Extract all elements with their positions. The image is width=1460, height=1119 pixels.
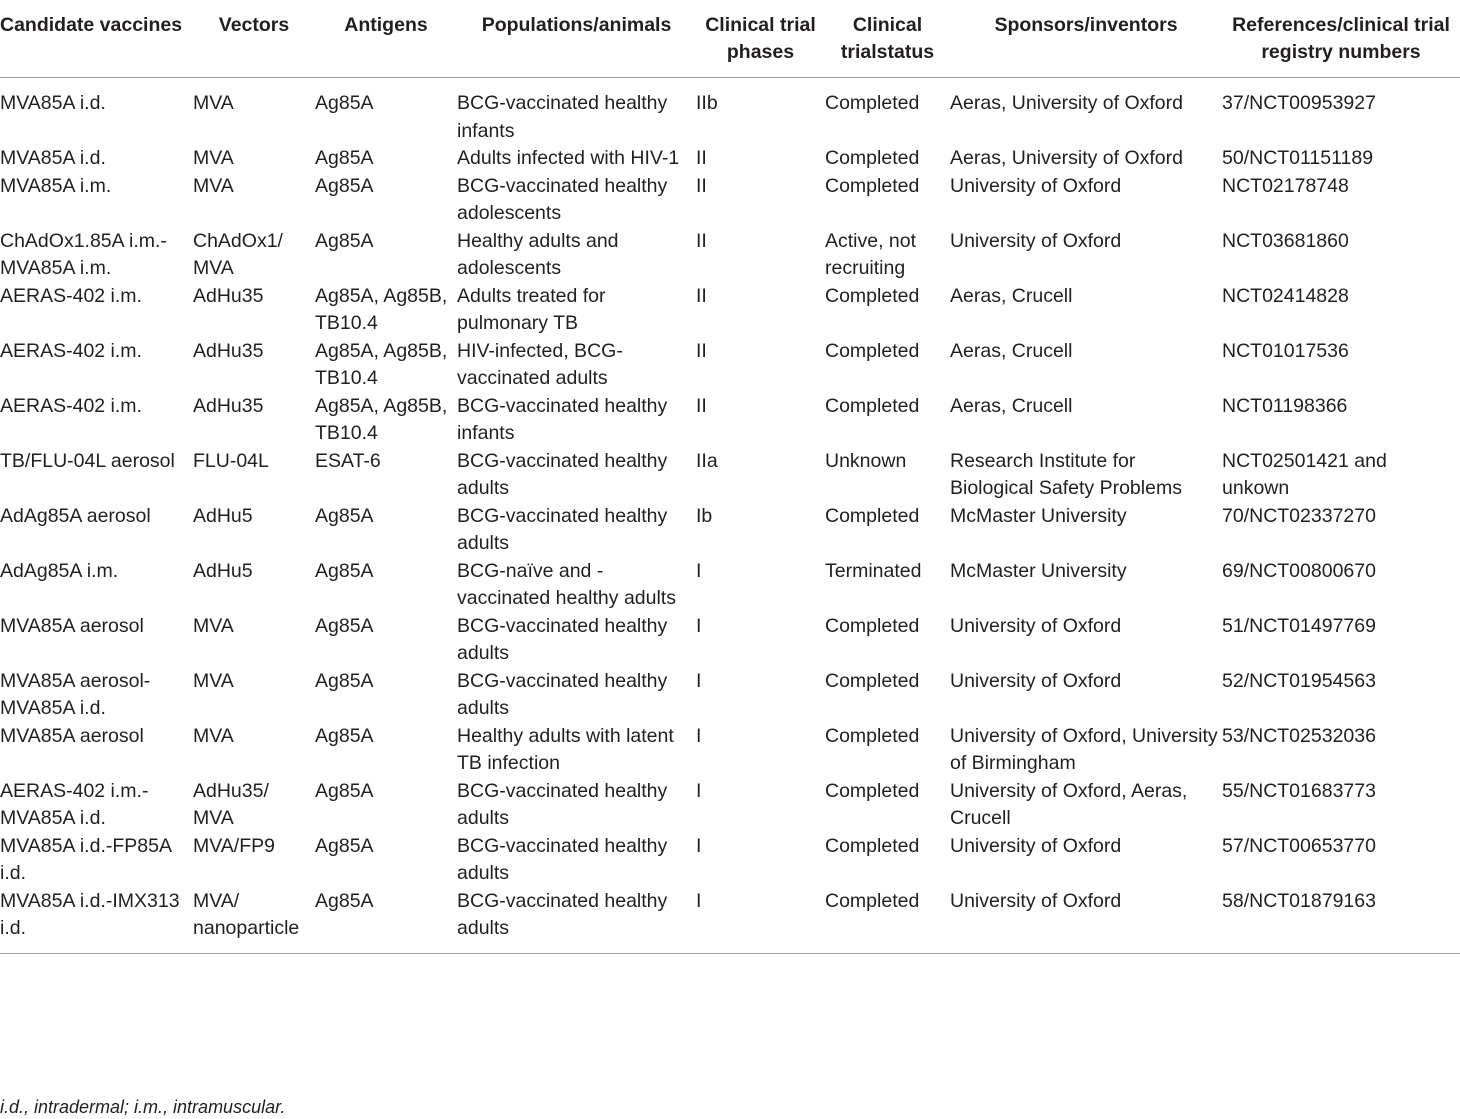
cell-phase: I (696, 889, 702, 912)
cell-vector: MVA/FP9 (193, 834, 275, 857)
table-bottom-rule (0, 953, 1460, 954)
cell-reference: NCT01198366 (1222, 394, 1348, 417)
header-references: References/clinical trial registry numbers (1232, 14, 1450, 63)
cell-status: Completed (825, 394, 920, 417)
cell-reference: 51/NCT01497769 (1222, 614, 1376, 637)
cell-vector: AdHu35 (193, 394, 264, 417)
cell-candidate-vaccine: MVA85A aerosol-MVA85A i.d. (0, 669, 151, 719)
cell-status: Completed (825, 834, 920, 857)
cell-sponsor: Aeras, Crucell (950, 394, 1073, 417)
table-row (0, 145, 1460, 173)
cell-vector: MVA (193, 669, 234, 692)
cell-status: Completed (825, 284, 920, 307)
cell-status: Completed (825, 889, 920, 912)
cell-population: BCG-vaccinated healthy adults (457, 889, 668, 939)
table-footnote: i.d., intradermal; i.m., intramuscular. (0, 1097, 286, 1117)
cell-population: Adults infected with HIV-1 (457, 147, 680, 169)
cell-vector: MVA (193, 724, 234, 747)
cell-candidate-vaccine: MVA85A aerosol (0, 614, 144, 637)
cell-sponsor: University of Oxford (950, 229, 1122, 252)
table-header-row (0, 0, 1460, 78)
cell-phase: I (696, 614, 702, 637)
cell-status: Completed (825, 174, 920, 197)
cell-candidate-vaccine: ChAdOx1.85A i.m.-MVA85A i.m. (0, 229, 167, 279)
header-antigens: Antigens (344, 14, 428, 36)
cell-candidate-vaccine: AdAg85A aerosol (0, 504, 151, 527)
cell-population: Healthy adults and adolescents (457, 229, 619, 279)
cell-sponsor: University of Oxford (950, 834, 1122, 857)
cell-vector: AdHu35/ MVA (193, 779, 269, 829)
cell-status: Completed (825, 504, 920, 527)
cell-status: Completed (825, 614, 920, 637)
cell-phase: II (696, 394, 707, 417)
cell-vector: AdHu35 (193, 339, 264, 362)
cell-vector: MVA (193, 614, 234, 637)
cell-candidate-vaccine: MVA85A i.d.-IMX313 i.d. (0, 889, 180, 939)
header-status: Clinical trialstatus (840, 14, 935, 63)
cell-antigen: Ag85A (315, 614, 374, 637)
cell-phase: II (696, 284, 707, 307)
cell-candidate-vaccine: AERAS-402 i.m.-MVA85A i.d. (0, 779, 149, 829)
table-row (0, 228, 1460, 283)
cell-vector: MVA/ nanoparticle (193, 889, 300, 939)
cell-sponsor: University of Oxford (950, 669, 1122, 692)
cell-antigen: Ag85A (315, 724, 374, 747)
cell-reference: 58/NCT01879163 (1222, 889, 1376, 912)
cell-antigen: Ag85A (315, 174, 374, 197)
cell-sponsor: Aeras, Crucell (950, 284, 1073, 307)
cell-population: Healthy adults with latent TB infection (457, 724, 674, 774)
cell-candidate-vaccine: AdAg85A i.m. (0, 559, 119, 582)
cell-candidate-vaccine: AERAS-402 i.m. (0, 339, 142, 362)
cell-sponsor: Aeras, University of Oxford (950, 92, 1183, 114)
table-row (0, 283, 1460, 338)
cell-phase: II (696, 174, 707, 197)
table-row (0, 503, 1460, 558)
cell-sponsor: University of Oxford, University of Birmingham (950, 724, 1218, 774)
table-row (0, 78, 1460, 146)
cell-status: Completed (825, 147, 920, 169)
cell-status: Unknown (825, 449, 907, 472)
table-row (0, 393, 1460, 448)
cell-antigen: Ag85A (315, 147, 374, 169)
cell-reference: 53/NCT02532036 (1222, 724, 1376, 747)
cell-antigen: Ag85A, Ag85B, TB10.4 (315, 394, 448, 444)
cell-phase: IIb (696, 92, 718, 114)
cell-antigen: Ag85A (315, 559, 374, 582)
cell-reference: NCT02501421 and unkown (1222, 449, 1387, 499)
cell-population: BCG-vaccinated healthy adults (457, 449, 668, 499)
cell-candidate-vaccine: AERAS-402 i.m. (0, 394, 142, 417)
cell-reference: 69/NCT00800670 (1222, 559, 1376, 582)
table-row (0, 778, 1460, 833)
cell-reference: 57/NCT00653770 (1222, 834, 1376, 857)
cell-sponsor: University of Oxford, Aeras, Crucell (950, 779, 1188, 829)
table-row (0, 668, 1460, 723)
cell-antigen: Ag85A, Ag85B, TB10.4 (315, 339, 448, 389)
cell-reference: NCT03681860 (1222, 229, 1349, 252)
cell-status: Terminated (825, 559, 922, 582)
cell-phase: I (696, 559, 702, 582)
cell-reference: NCT01017536 (1222, 339, 1349, 362)
cell-population: HIV-infected, BCG-vaccinated adults (457, 339, 623, 389)
table-row (0, 448, 1460, 503)
cell-phase: II (696, 229, 707, 252)
cell-status: Completed (825, 339, 920, 362)
cell-phase: I (696, 834, 702, 857)
cell-population: BCG-vaccinated healthy adults (457, 504, 668, 554)
cell-status: Active, not recruiting (825, 229, 917, 279)
cell-population: BCG-vaccinated healthy adults (457, 614, 668, 664)
header-vectors: Vectors (218, 14, 290, 36)
cell-vector: MVA (193, 147, 234, 169)
cell-phase: I (696, 669, 702, 692)
cell-sponsor: University of Oxford (950, 614, 1122, 637)
cell-reference: NCT02178748 (1222, 174, 1349, 197)
cell-population: Adults treated for pulmonary TB (457, 284, 606, 334)
cell-antigen: Ag85A (315, 504, 374, 527)
cell-reference: NCT02414828 (1222, 284, 1349, 307)
cell-sponsor: McMaster University (950, 559, 1127, 582)
cell-population: BCG-vaccinated healthy adolescents (457, 174, 668, 224)
cell-candidate-vaccine: MVA85A aerosol (0, 724, 144, 747)
cell-status: Completed (825, 779, 920, 802)
cell-antigen: Ag85A, Ag85B, TB10.4 (315, 284, 448, 334)
cell-reference: 52/NCT01954563 (1222, 669, 1376, 692)
table-row (0, 613, 1460, 668)
table-row (0, 888, 1460, 954)
cell-vector: AdHu35 (193, 284, 264, 307)
cell-antigen: Ag85A (315, 669, 374, 692)
cell-antigen: ESAT-6 (315, 449, 381, 472)
cell-status: Completed (825, 92, 920, 114)
header-populations: Populations/animals (481, 14, 672, 36)
cell-sponsor: Aeras, Crucell (950, 339, 1073, 362)
cell-vector: AdHu5 (193, 504, 253, 527)
cell-population: BCG-vaccinated healthy infants (457, 394, 668, 444)
cell-status: Completed (825, 669, 920, 692)
cell-phase: II (696, 339, 707, 362)
header-sponsors: Sponsors/inventors (994, 14, 1178, 36)
cell-antigen: Ag85A (315, 889, 374, 912)
table-body (0, 78, 1460, 954)
cell-antigen: Ag85A (315, 92, 374, 114)
table-row (0, 833, 1460, 888)
cell-reference: 55/NCT01683773 (1222, 779, 1376, 802)
cell-vector: MVA (193, 92, 234, 114)
cell-population: BCG-vaccinated healthy infants (457, 92, 668, 142)
cell-candidate-vaccine: MVA85A i.m. (0, 174, 112, 197)
table-row (0, 338, 1460, 393)
cell-candidate-vaccine: MVA85A i.d. (0, 147, 106, 169)
cell-candidate-vaccine: TB/FLU-04L aerosol (0, 449, 175, 472)
cell-antigen: Ag85A (315, 834, 374, 857)
cell-phase: I (696, 724, 702, 747)
cell-sponsor: McMaster University (950, 504, 1127, 527)
cell-phase: IIa (696, 449, 718, 472)
cell-population: BCG-vaccinated healthy adults (457, 779, 668, 829)
cell-sponsor: Aeras, University of Oxford (950, 147, 1183, 169)
cell-population: BCG-vaccinated healthy adults (457, 834, 668, 884)
table-row (0, 558, 1460, 613)
cell-population: BCG-naïve and -vaccinated healthy adults (457, 559, 676, 609)
cell-status: Completed (825, 724, 920, 747)
cell-candidate-vaccine: MVA85A i.d. (0, 92, 106, 114)
cell-phase: I (696, 779, 702, 802)
cell-population: BCG-vaccinated healthy adults (457, 669, 668, 719)
cell-antigen: Ag85A (315, 229, 374, 252)
cell-vector: AdHu5 (193, 559, 253, 582)
cell-candidate-vaccine: MVA85A i.d.-FP85A i.d. (0, 834, 171, 884)
table-row (0, 723, 1460, 778)
cell-reference: 37/NCT00953927 (1222, 92, 1376, 114)
cell-reference: 50/NCT01151189 (1222, 147, 1374, 169)
cell-sponsor: University of Oxford (950, 174, 1122, 197)
cell-sponsor: Research Institute for Biological Safety Problems (950, 449, 1182, 499)
cell-phase: Ib (696, 504, 713, 527)
cell-phase: II (696, 147, 707, 169)
header-phases: Clinical trial phases (705, 14, 816, 63)
cell-vector: ChAdOx1/ MVA (193, 229, 283, 279)
cell-reference: 70/NCT02337270 (1222, 504, 1376, 527)
cell-candidate-vaccine: AERAS-402 i.m. (0, 284, 142, 307)
table-row (0, 173, 1460, 228)
cell-vector: MVA (193, 174, 234, 197)
cell-sponsor: University of Oxford (950, 889, 1122, 912)
cell-antigen: Ag85A (315, 779, 374, 802)
header-candidate-vaccines: Candidate vaccines (0, 14, 183, 36)
cell-vector: FLU-04L (193, 449, 269, 472)
